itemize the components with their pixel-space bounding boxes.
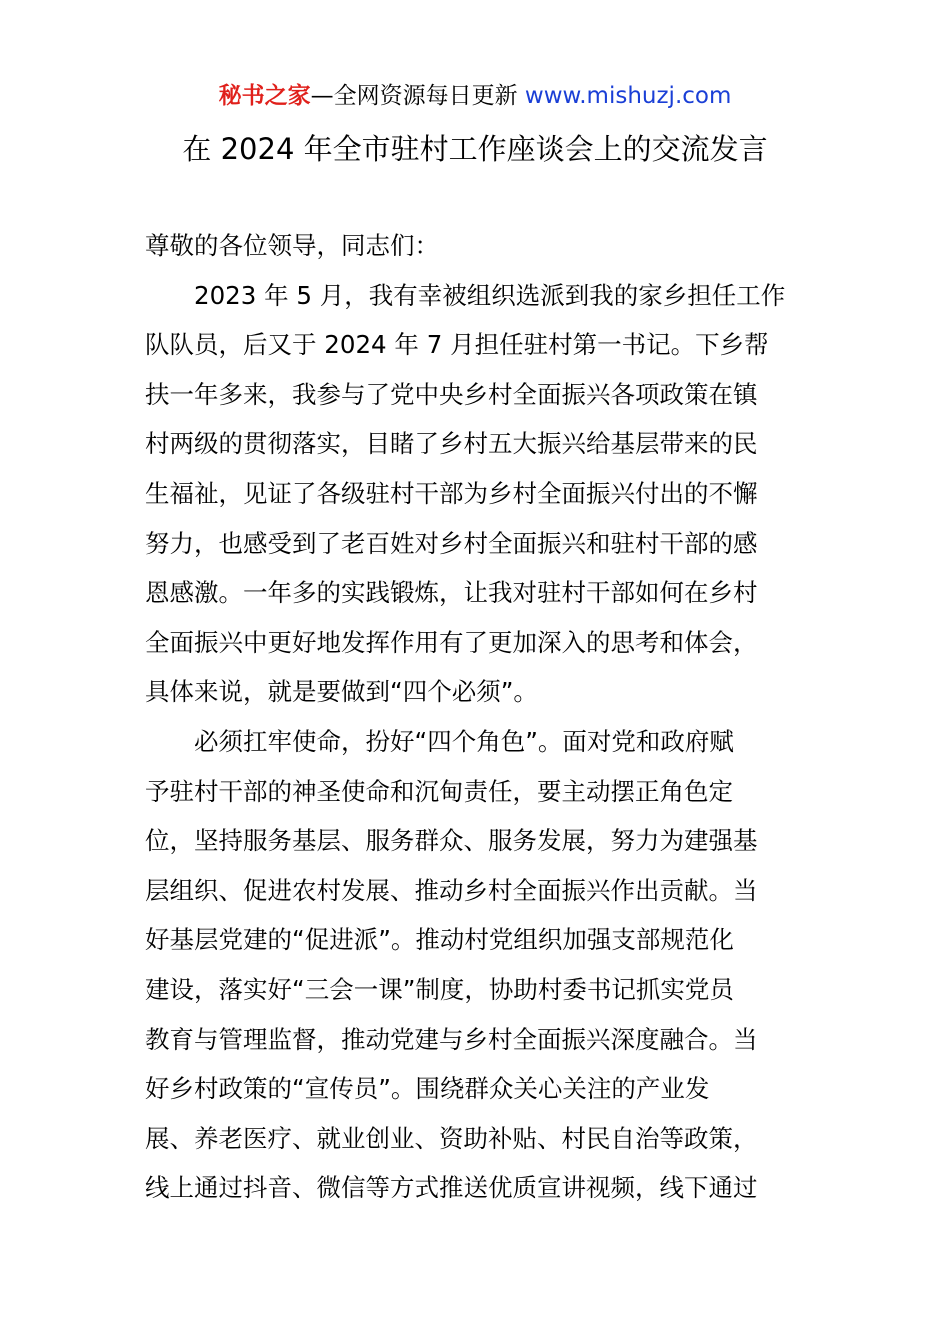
- paragraph-line: 扶一年多来，我参与了党中央乡村全面振兴各项政策在镇: [145, 379, 758, 409]
- paragraph-line: 恩感激。一年多的实践锻炼，让我对驻村干部如何在乡村: [145, 578, 758, 608]
- paragraph-line: 展、养老医疗、就业创业、资助补贴、村民自治等政策，: [145, 1123, 758, 1153]
- salutation-line: 尊敬的各位领导，同志们：: [145, 231, 439, 260]
- site-tagline: —全网资源每日更新: [310, 83, 525, 109]
- paragraph-line: 具体来说，就是要做到“四个必须”。: [145, 677, 538, 707]
- site-brand-name: 秘书之家: [218, 83, 311, 109]
- paragraph-line: 层组织、促进农村发展、推动乡村全面振兴作出贡献。当: [145, 875, 758, 905]
- paragraph-line: 2023 年 5 月，我有幸被组织选派到我的家乡担任工作: [194, 280, 786, 310]
- document-body: [145, 221, 810, 1213]
- site-banner: [0, 80, 950, 112]
- paragraph-line: 教育与管理监督，推动党建与乡村全面振兴深度融合。当: [145, 1024, 758, 1054]
- paragraph-line: 必须扛牢使命，扮好“四个角色”。面对党和政府赋: [194, 726, 734, 756]
- paragraph-line: 好乡村政策的“宣传员”。围绕群众关心关注的产业发: [145, 1074, 710, 1104]
- paragraph-line: 努力，也感受到了老百姓对乡村全面振兴和驻村干部的感: [145, 528, 758, 558]
- paragraph-line: 生福祉，见证了各级驻村干部为乡村全面振兴付出的不懈: [145, 478, 758, 508]
- document-title: 在 2024 年全市驻村工作座谈会上的交流发言: [182, 132, 768, 166]
- paragraph-line: 位，坚持服务基层、服务群众、服务发展，努力为建强基: [145, 826, 758, 856]
- paragraph-line: 村两级的贯彻落实，目睹了乡村五大振兴给基层带来的民: [145, 429, 758, 459]
- paragraph-line: 全面振兴中更好地发挥作用有了更加深入的思考和体会，: [145, 627, 758, 657]
- paragraph-line: 线上通过抖音、微信等方式推送优质宣讲视频，线下通过: [145, 1173, 758, 1203]
- paragraph-line: 好基层党建的“促进派”。推动村党组织加强支部规范化: [145, 925, 734, 955]
- site-url-link[interactable]: www.mishuzj.com: [524, 83, 732, 109]
- paragraph-line: 队队员，后又于 2024 年 7 月担任驻村第一书记。下乡帮: [145, 330, 769, 360]
- paragraph-line: 予驻村干部的神圣使命和沉甸责任，要主动摆正角色定: [145, 776, 733, 806]
- paragraph-line: 建设，落实好“三会一课”制度，协助村委书记抓实党员: [145, 974, 734, 1004]
